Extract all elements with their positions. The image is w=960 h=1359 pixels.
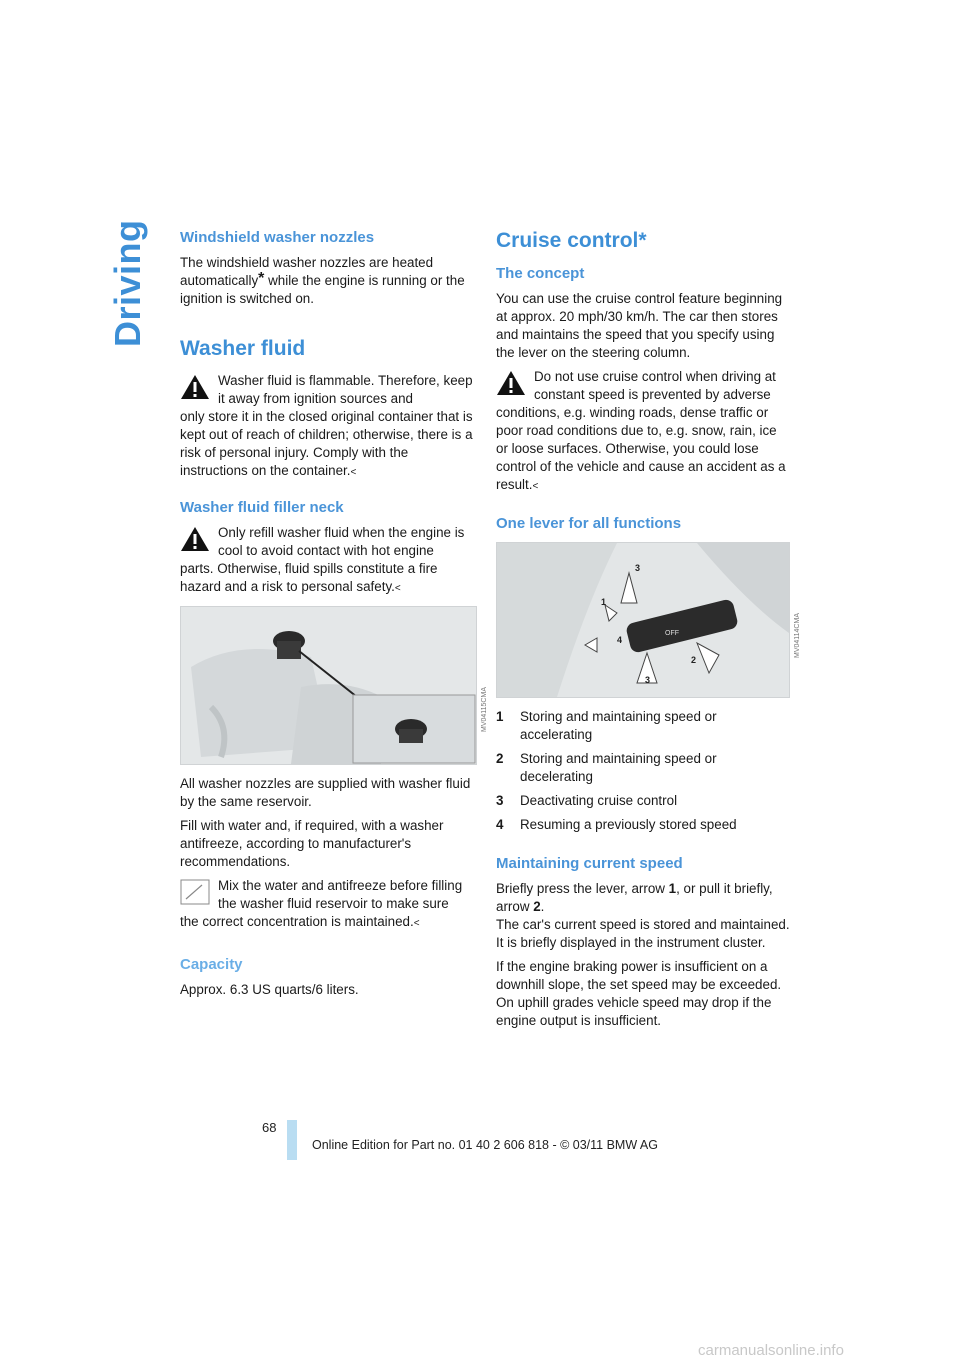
note-mix-antifreeze: Mix the water and antifreeze before filling the washer fluid reservoir to make sure the correct concentration is maintained.< (180, 878, 463, 929)
cruise-lever-photo (496, 542, 801, 698)
paragraph-nozzles: The windshield washer nozzles are heated automatically* while the engine is running or the ignition is switched on. (180, 255, 465, 306)
warning-flammable: Washer fluid is flammable. Therefore, keep it away from ignition sources and only store it in the closed original container that is kept out of reach of children; otherwise, there is a risk of personal injury. Comply with the instructions on the container.< (180, 373, 473, 478)
asterisk-mark: * (258, 270, 265, 287)
svg-text:2: 2 (691, 655, 697, 665)
heading-capacity: Capacity (180, 956, 243, 973)
list-item: 1 Storing and maintaining speed or accelerating (496, 709, 717, 742)
heading-filler-neck: Washer fluid filler neck (180, 499, 344, 516)
svg-text:4: 4 (617, 635, 623, 645)
photo-label: MV04114CMA (794, 613, 801, 659)
lever-off-label: OFF (665, 630, 679, 637)
heading-washer-fluid: Washer fluid (180, 337, 306, 360)
paragraph-fill-water: Fill with water and, if required, with a washer antifreeze, according to manufacturer's recommendations. (180, 818, 444, 869)
warning-adverse-conditions: Do not use cruise control when driving at constant speed is prevented by adverse conditions, e.g. winding roads, dense traffic or poor road conditions due to, e.g. snow, rain, ice or loose surfaces. Otherwise, you could lose control of the vehicle and cause an accident as a result.< (496, 369, 786, 492)
left-column (180, 228, 488, 1005)
warning-triangle-icon (496, 370, 526, 396)
watermark: carmanualsonline.info (698, 1342, 844, 1359)
footer-accent-bar (287, 1120, 297, 1160)
heading-windshield-nozzles: Windshield washer nozzles (180, 229, 375, 246)
note-arrow-icon (180, 879, 210, 905)
paragraph-engine-braking: If the engine braking power is insufficient on a downhill slope, the set speed may be exceeded. On uphill grades vehicle speed may drop if the engine output is insufficient. (496, 959, 782, 1028)
heading-one-lever: One lever for all functions (496, 515, 682, 532)
svg-text:3: 3 (645, 675, 651, 685)
paragraph-press-lever: Briefly press the lever, arrow 1, or pull it briefly, arrow 2. (496, 881, 773, 914)
warning-hot-engine: Only refill washer fluid when the engine is cool to avoid contact with hot engine parts. Otherwise, fluid spills constitute a fire hazard and a risk to personal safety.< (180, 525, 465, 594)
list-item: 2 Storing and maintaining speed or decelerating (496, 751, 717, 784)
list-item: 3 Deactivating cruise control (496, 793, 678, 808)
footer-edition: Online Edition for Part no. 01 40 2 606 818 - © 03/11 BMW AG (312, 1138, 658, 1152)
paragraph-speed-stored: The car's current speed is stored and maintained. It is briefly displayed in the instrument cluster. (496, 917, 790, 950)
svg-text:3: 3 (635, 563, 641, 573)
page-number: 68 (262, 1120, 277, 1135)
right-column (496, 228, 801, 1036)
heading-cruise-control: Cruise control* (496, 229, 647, 252)
heading-concept: The concept (496, 265, 585, 282)
chapter-tab: Driving (107, 219, 148, 347)
filler-neck-photo (180, 606, 488, 765)
svg-text:1: 1 (601, 597, 607, 607)
heading-maintaining-speed: Maintaining current speed (496, 855, 683, 872)
list-item: 4 Resuming a previously stored speed (496, 817, 737, 832)
photo-label: MV04115CMA (481, 687, 488, 733)
warning-triangle-icon (180, 526, 210, 552)
warning-triangle-icon (180, 374, 210, 400)
paragraph-capacity: Approx. 6.3 US quarts/6 liters. (180, 982, 359, 997)
paragraph-concept: You can use the cruise control feature beginning at approx. 20 mph/30 km/h. The car then stores and maintains the speed that you specify using the lever on the steering column. (496, 291, 783, 360)
paragraph-same-reservoir: All washer nozzles are supplied with washer fluid by the same reservoir. (180, 776, 471, 809)
